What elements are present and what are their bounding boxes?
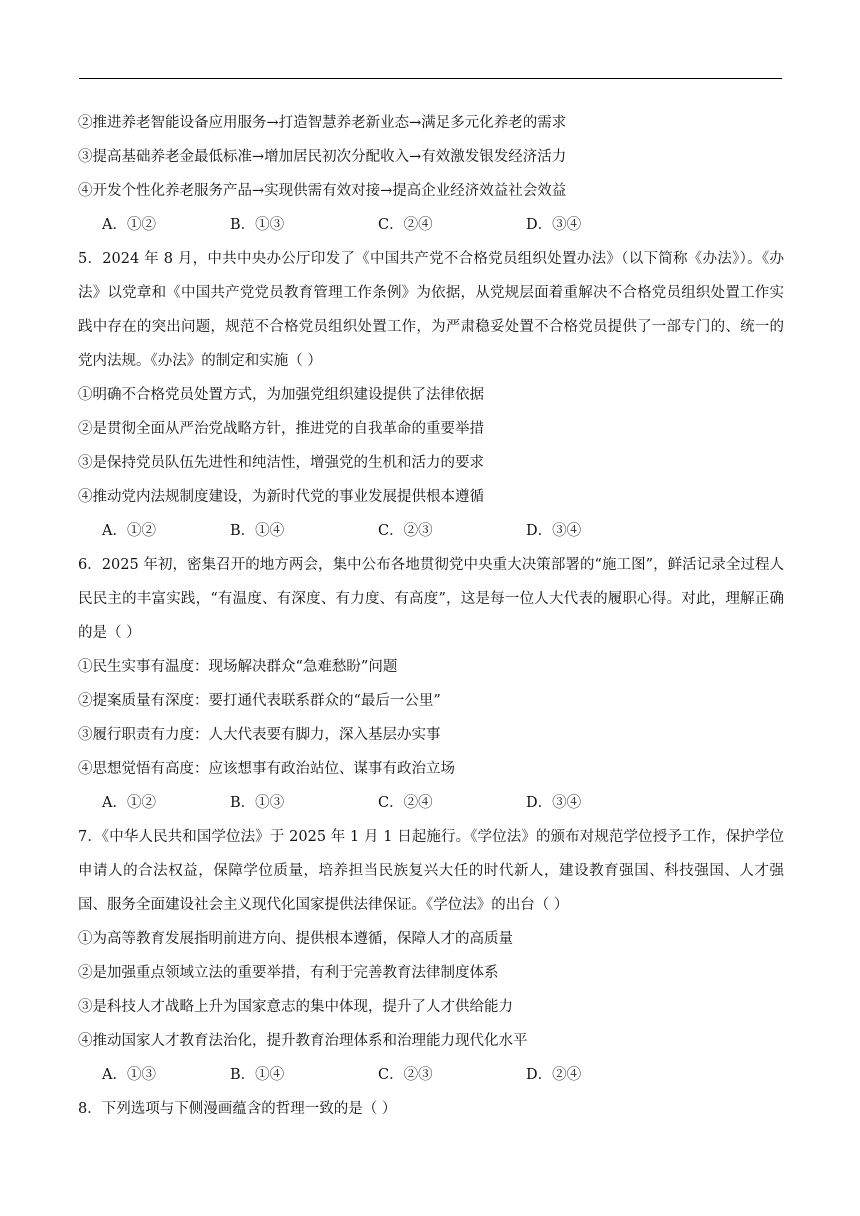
answer-options: [78, 208, 784, 242]
statement: ④思想觉悟有高度：应该想事有政治站位、谋事有政治立场: [78, 761, 455, 777]
option-c[interactable]: C．②④: [378, 217, 433, 233]
statement: ①为高等教育发展指明前进方向、提供根本遵循，保障人才的高质量: [78, 931, 513, 947]
statement: ①民生实事有温度：现场解决群众“急难愁盼”问题: [78, 659, 398, 675]
option-c[interactable]: C．②③: [378, 1067, 433, 1083]
option-d[interactable]: D．③④: [526, 795, 582, 811]
option-b[interactable]: B．①③: [230, 217, 285, 233]
statement: ③是科技人才战略上升为国家意志的集中体现，提升了人才供给能力: [78, 999, 513, 1015]
option-d[interactable]: D．③④: [526, 217, 582, 233]
option-a[interactable]: A．①②: [102, 795, 156, 811]
statement: ②是贯彻全面从严治党战略方针，推进党的自我革命的重要举措: [78, 421, 484, 437]
answer-options: [78, 514, 784, 548]
question-stem: 5．2024 年 8 月，中共中央办公厅印发了《中国共产党不合格党员组织处置办法》（以下简称《办法》）。《办法》以党章和《中国共产党党员教育管理工作条例》为依据，从党规层面着重解决不合格党员组织处置工作实践中存在的突出问题，规范不合格党员组织处置工作，为严肃稳妥处置不合格党员提供了一部专门的、统一的党内法规。《办法》的制定和实施（ ）: [78, 251, 784, 369]
statement: ③是保持党员队伍先进性和纯洁性，增强党的生机和活力的要求: [78, 455, 484, 471]
question-6: [78, 548, 784, 820]
statement: ②是加强重点领域立法的重要举措，有利于完善教育法律制度体系: [78, 965, 499, 981]
statement: ④推动国家人才教育法治化，提升教育治理体系和治理能力现代化水平: [78, 1033, 528, 1049]
option-b[interactable]: B．①④: [230, 523, 285, 539]
option-a[interactable]: A．①③: [102, 1067, 156, 1083]
option-d[interactable]: D．②④: [526, 1067, 582, 1083]
question-4-continued: [78, 106, 784, 242]
document-page: [78, 106, 784, 1126]
statement: ④开发个性化养老服务产品→实现供需有效对接→提高企业经济效益社会效益: [78, 183, 567, 199]
statement: ④推动党内法规制度建设，为新时代党的事业发展提供根本遵循: [78, 489, 484, 505]
answer-options: [78, 786, 784, 820]
option-a[interactable]: A．①②: [102, 523, 156, 539]
option-b[interactable]: B．①④: [230, 1067, 285, 1083]
option-c[interactable]: C．②③: [378, 523, 433, 539]
statement: ③履行职责有力度：人大代表要有脚力，深入基层办实事: [78, 727, 441, 743]
header-rule: [79, 78, 782, 79]
statement: ①明确不合格党员处置方式，为加强党组织建设提供了法律依据: [78, 387, 484, 403]
option-a[interactable]: A．①②: [102, 217, 156, 233]
question-stem: 6．2025 年初，密集召开的地方两会，集中公布各地贯彻党中央重大决策部署的“施工图”，鲜活记录全过程人民民主的丰富实践，“有温度、有深度、有力度、有高度”，这是每一位人大代表的履职心得。对此，理解正确的是（ ）: [78, 557, 784, 641]
question-5: [78, 242, 784, 548]
option-d[interactable]: D．③④: [526, 523, 582, 539]
option-c[interactable]: C．②④: [378, 795, 433, 811]
option-b[interactable]: B．①③: [230, 795, 285, 811]
question-stem: 8．下列选项与下侧漫画蕴含的哲理一致的是（ ）: [78, 1101, 397, 1117]
statement: ②提案质量有深度：要打通代表联系群众的“最后一公里”: [78, 693, 441, 709]
question-stem: 7．《中华人民共和国学位法》于 2025 年 1 月 1 日起施行。《学位法》的颁布对规范学位授予工作，保护学位申请人的合法权益，保障学位质量，培养担当民族复兴大任的时代新人，建设教育强国、科技强国、人才强国、服务全面建设社会主义现代化国家提供法律保证。《学位法》的出台（ ）: [78, 829, 784, 913]
answer-options: [78, 1058, 784, 1092]
question-8: [78, 1092, 784, 1126]
statement: ②推进养老智能设备应用服务→打造智慧养老新业态→满足多元化养老的需求: [78, 115, 567, 131]
question-7: [78, 820, 784, 1092]
statement: ③提高基础养老金最低标准→增加居民初次分配收入→有效激发银发经济活力: [78, 149, 567, 165]
